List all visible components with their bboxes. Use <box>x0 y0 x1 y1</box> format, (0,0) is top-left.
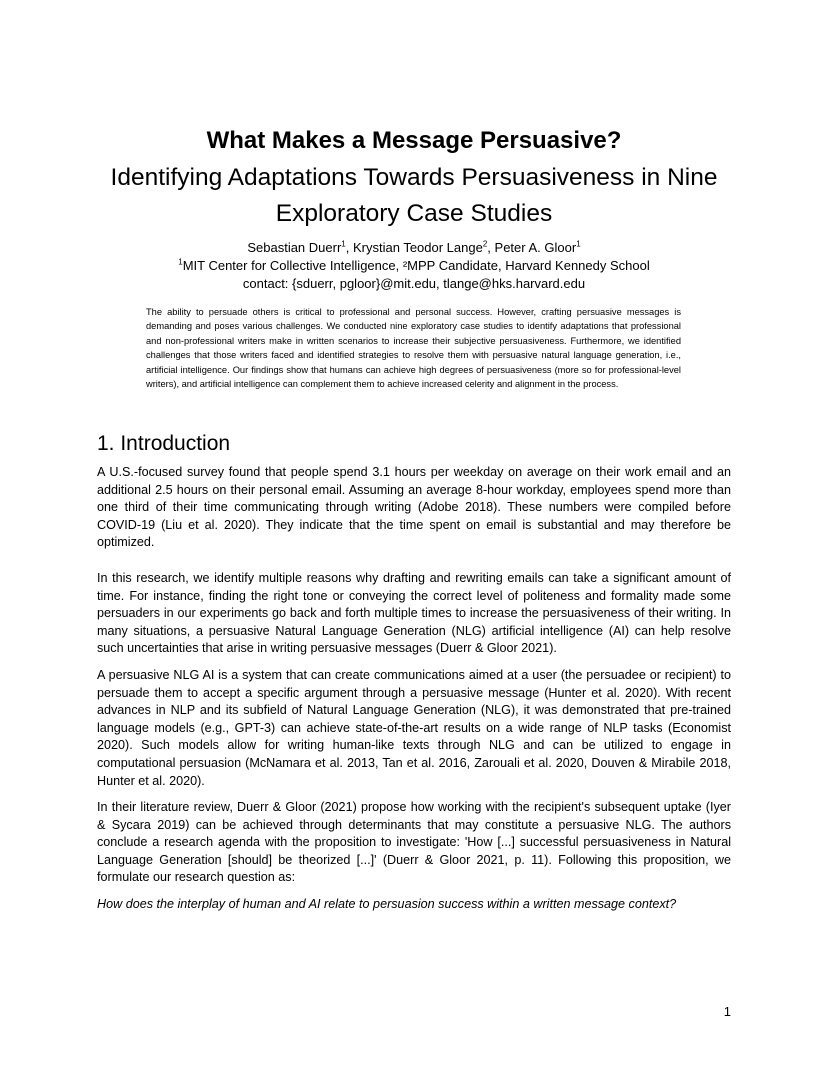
author-affil-marker: 1 <box>341 239 346 249</box>
author-line: Sebastian Duerr$^1$, Krystian Teodor Lange$^2$, Peter A. Gloor$^1$ <box>247 239 581 255</box>
paragraph: A U.S.-focused survey found that people spend 3.1 hours per weekday on average on their work email and an additional 2.5 hours on their personal email. Assuming an average 8-hour workday, employees spend more than one third of their time communicating through writing (Adobe 2018). These numbers were compiled before COVID-19 (Liu et al. 2020). They indicate that the time spent on email is substantial and may therefore be optimized. <box>97 465 731 550</box>
page-number: 1 <box>723 1004 731 1019</box>
affiliations: MIT Center for Collective Intelligence, ²MPP Candidate, Harvard Kennedy School <box>182 258 650 273</box>
section-heading: 1. Introduction <box>97 432 231 455</box>
author-affil-marker: 1 <box>576 239 581 249</box>
author-block <box>0 239 828 293</box>
contact-line: contact: {sduerr, pgloor}@mit.edu, tlange@hks.harvard.edu <box>242 276 586 291</box>
author-name: Krystian Teodor Lange <box>352 240 483 255</box>
research-question: How does the interplay of human and AI relate to persuasion success within a written message context? <box>97 897 677 912</box>
author-name: Peter A. Gloor <box>494 240 577 255</box>
paper-subtitle: Identifying Adaptations Towards Persuasiveness in Nine Exploratory Case Studies <box>110 164 718 227</box>
paragraph: In their literature review, Duerr & Gloor (2021) propose how working with the recipient's subsequent uptake (Iyer & Sycara 2019) can be achieved through determinants that may constitute a persuasive NLG. The authors conclude a research agenda with the proposition to investigate: 'How [...] successful persuasiveness in Natural Language Generation [should] be theorized [...]' (Duerr & Gloor 2021, p. 11). Following this proposition, we formulate our research question as: <box>97 800 731 885</box>
paper-title: What Makes a Message Persuasive? <box>206 127 622 154</box>
author-name: Sebastian Duerr <box>247 240 342 255</box>
paragraph: In this research, we identify multiple reasons why drafting and rewriting emails can take a significant amount of time. For instance, finding the right tone or conveying the correct level of politeness and formality made some persuaders in our experiments go back and forth multiple times to increase the persuasiveness of their writing. In many situations, a persuasive Natural Language Generation (NLG) artificial intelligence (AI) can help resolve such uncertainties that arise in writing persuasive messages (Duerr & Gloor 2021). <box>97 570 731 656</box>
body-text <box>97 464 731 914</box>
author-affil-marker: 2 <box>482 239 488 249</box>
paragraph: A persuasive NLG AI is a system that can create communications aimed at a user (the persuadee or recipient) to persuade them to accept a specific argument through a persuasive message (Hunter et al. 2020). With recent advances in NLP and its subfield of Natural Language Generation (NLG), it was demonstrated that pre-trained language models (e.g., GPT-3) can achieve state-of-the-art results on a wide range of NLP tasks (Economist 2020). Such models allow for writing human-like texts through NLG and can be utilized to engage in computational persuasion (McNamara et al. 2013, Tan et al. 2016, Zarouali et al. 2020, Douven & Mirabile 2018, Hunter et al. 2020). <box>97 667 731 788</box>
affil-marker: 1 <box>178 257 183 267</box>
affiliation-line <box>0 257 828 275</box>
abstract: The ability to persuade others is critical to professional and personal success. However, crafting persuasive messages is demanding and poses various challenges. We conducted nine exploratory case studies to identify adaptations that professional and non-professional writers make in written scenarios to increase their subjective persuasiveness. Furthermore, we identified challenges that those writers faced and identified strategies to resolve them with persuasive natural language generation, i.e., artificial intelligence. Our findings show that humans can achieve high degrees of persuasiveness (more so for professional-level writers), and artificial intelligence can complement them to achieve increased celerity and alignment in the process. <box>146 307 681 390</box>
